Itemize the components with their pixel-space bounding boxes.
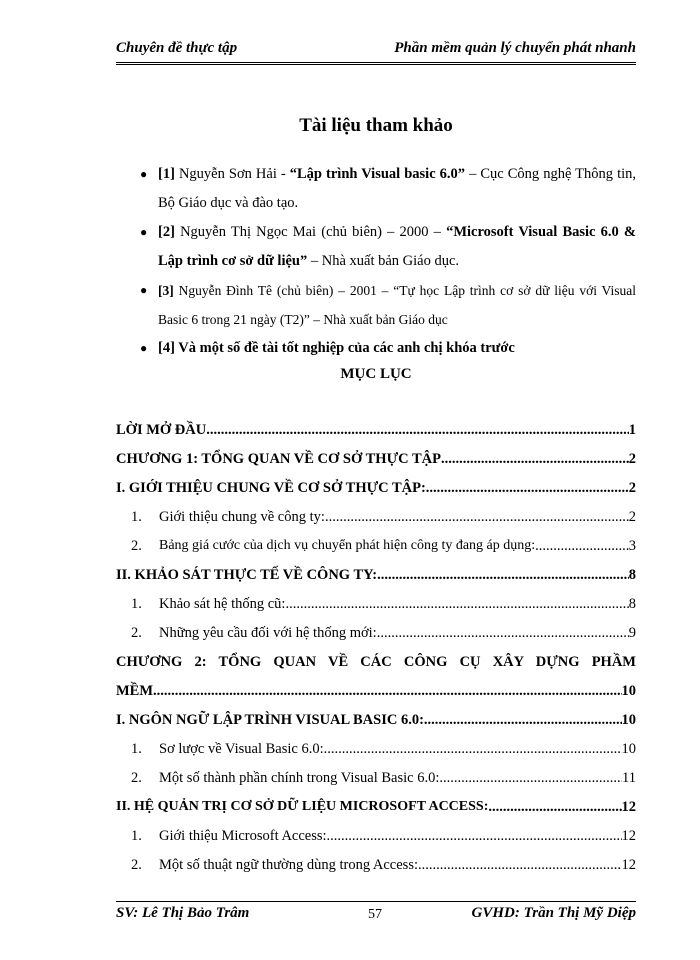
toc-entry-number: 1. — [131, 741, 142, 757]
page-header — [116, 38, 636, 65]
reference-text: Và một số đề tài tốt nghiệp của các anh chị khóa trước — [174, 340, 515, 356]
toc-entry — [116, 758, 636, 787]
reference-publisher: – Nhà xuất bản Giáo dục. — [307, 253, 460, 269]
toc-entry-text: II. KHẢO SÁT THỰC TẾ VỀ CÔNG TY: — [116, 567, 378, 583]
toc-entry — [116, 497, 636, 526]
header-left: Chuyên đề thực tập — [116, 40, 238, 56]
toc-entry — [116, 584, 636, 613]
reference-author: Nguyễn Sơn Hải - — [174, 166, 290, 182]
toc-entry-text-continued: MỀM — [116, 683, 154, 699]
toc-entry — [116, 555, 636, 584]
toc-page-number: 1 — [628, 422, 636, 438]
references-list — [140, 160, 636, 363]
reference-book-title: “Lập trình Visual basic 6.0” — [289, 166, 466, 182]
toc-leader-dots — [426, 479, 629, 497]
reference-book-title: “Microsoft Visual Basic 6.0 & Lập trình cơ sở dữ liệu” — [158, 224, 636, 269]
reference-item — [140, 334, 636, 363]
toc-entry-text: II. HỆ QUẢN TRỊ CƠ SỞ DỮ LIỆU MICROSOFT ACCESS: — [116, 799, 489, 814]
toc-entry-number: 2. — [131, 538, 142, 554]
toc-entry-number: 1. — [131, 828, 142, 844]
toc-entry-text: I. NGÔN NGỮ LẬP TRÌNH VISUAL BASIC 6.0: — [116, 712, 424, 728]
table-of-contents — [116, 410, 636, 874]
toc-entry-text: Khảo sát hệ thống cũ: — [159, 596, 286, 612]
toc-entry-text: Một số thuật ngữ thường dùng trong Access: — [159, 857, 418, 873]
toc-entry-number: 2. — [131, 857, 142, 873]
toc-entry-text: Bảng giá cước của dịch vụ chuyển phát hiện công ty đang áp dụng: — [159, 538, 536, 553]
toc-entry-text: Một số thành phần chính trong Visual Basic 6.0: — [159, 770, 440, 786]
toc-title: MỤC LỤC — [340, 366, 412, 382]
footer-supervisor: GVHD: Trần Thị Mỹ Diệp — [471, 905, 636, 921]
toc-leader-dots — [441, 450, 629, 468]
toc-entry-text: CHƯƠNG 1: TỔNG QUAN VỀ CƠ SỞ THỰC TẬP — [116, 451, 441, 467]
toc-entry-text: Giới thiệu Microsoft Access: — [159, 828, 327, 844]
footer-student: SV: Lê Thị Bảo Trâm — [116, 905, 250, 921]
toc-entry — [116, 613, 636, 642]
toc-entry-text: Giới thiệu chung về công ty: — [159, 509, 325, 525]
reference-number: [2] — [158, 224, 175, 240]
toc-page-number: 8 — [628, 596, 636, 612]
toc-page-number: 11 — [622, 770, 636, 786]
toc-page-number: 8 — [628, 567, 636, 583]
toc-leader-dots — [377, 566, 629, 584]
toc-entry — [116, 526, 636, 555]
reference-item — [140, 160, 636, 218]
toc-entry-text: CHƯƠNG 2: TỔNG QUAN VỀ CÁC CÔNG CỤ XÂY DỰNG PHẦM — [116, 654, 636, 670]
bullet-icon: ● — [140, 225, 148, 239]
toc-page-number: 2 — [628, 509, 636, 525]
toc-entry — [116, 700, 636, 729]
toc-leader-dots — [377, 624, 629, 642]
reference-author: Nguyễn Thị Ngọc Mai (chủ biên) – 2000 – — [174, 224, 447, 240]
toc-page-number: 12 — [621, 828, 636, 844]
toc-page-number: 12 — [621, 799, 636, 815]
toc-page-number: 9 — [628, 625, 636, 641]
toc-entry — [116, 845, 636, 874]
toc-leader-dots — [418, 856, 622, 874]
reference-number: [3] — [158, 283, 174, 298]
bullet-icon: ● — [140, 341, 148, 355]
toc-entry-text: I. GIỚI THIỆU CHUNG VỀ CƠ SỞ THỰC TẬP: — [116, 480, 426, 496]
toc-entry — [116, 468, 636, 497]
header-right: Phần mềm quản lý chuyển phát nhanh — [394, 40, 636, 56]
toc-entry-text: Những yêu cầu đối với hệ thống mới: — [159, 625, 377, 641]
toc-page-number: 10 — [621, 741, 636, 757]
bullet-icon: ● — [140, 283, 148, 297]
toc-entry — [116, 439, 636, 468]
page-footer — [116, 901, 636, 924]
toc-entry-number: 1. — [131, 596, 142, 612]
toc-entry — [116, 729, 636, 758]
toc-page-number: 2 — [628, 451, 636, 467]
reference-item — [140, 218, 636, 276]
toc-entry-number: 2. — [131, 625, 142, 641]
toc-entry — [116, 787, 636, 816]
footer-page-number: 57 — [368, 907, 382, 922]
toc-leader-dots — [324, 740, 622, 758]
toc-leader-dots — [535, 537, 629, 555]
reference-number: [4] — [158, 340, 175, 356]
reference-publisher: – Cục Công nghệ Thông tin, Bộ Giáo dục và đào tạo. — [158, 166, 637, 211]
toc-entry — [116, 410, 636, 439]
toc-page-number: 10 — [621, 683, 636, 699]
toc-page-number: 3 — [628, 538, 636, 554]
reference-number: [1] — [158, 166, 175, 182]
toc-page-number: 2 — [628, 480, 636, 496]
toc-entry-text: Sơ lược về Visual Basic 6.0: — [159, 741, 324, 757]
references-title: Tài liệu tham khảo — [299, 115, 453, 136]
toc-entry-continued — [116, 671, 636, 700]
toc-page-number: 12 — [621, 857, 636, 873]
toc-leader-dots — [153, 682, 621, 700]
toc-leader-dots — [325, 508, 629, 526]
toc-leader-dots — [206, 421, 629, 439]
toc-page-number: 10 — [621, 712, 636, 728]
toc-entry — [116, 642, 636, 671]
bullet-icon: ● — [140, 167, 148, 181]
reference-item — [140, 276, 636, 334]
toc-leader-dots — [285, 595, 628, 613]
toc-entry — [116, 816, 636, 845]
toc-entry-number: 1. — [131, 509, 142, 525]
reference-text: Nguyễn Đình Tê (chủ biên) – 2001 – “Tự học Lập trình cơ sở dữ liệu với Visual Basic 6 trong 21 ngày (T2)” – Nhà xuất bản Giáo dục — [158, 283, 636, 327]
toc-leader-dots — [424, 711, 622, 729]
toc-leader-dots — [327, 827, 622, 845]
toc-entry-number: 2. — [131, 770, 142, 786]
toc-leader-dots — [439, 769, 622, 787]
toc-leader-dots — [488, 798, 621, 816]
toc-entry-text: LỜI MỞ ĐẦU — [116, 422, 207, 438]
